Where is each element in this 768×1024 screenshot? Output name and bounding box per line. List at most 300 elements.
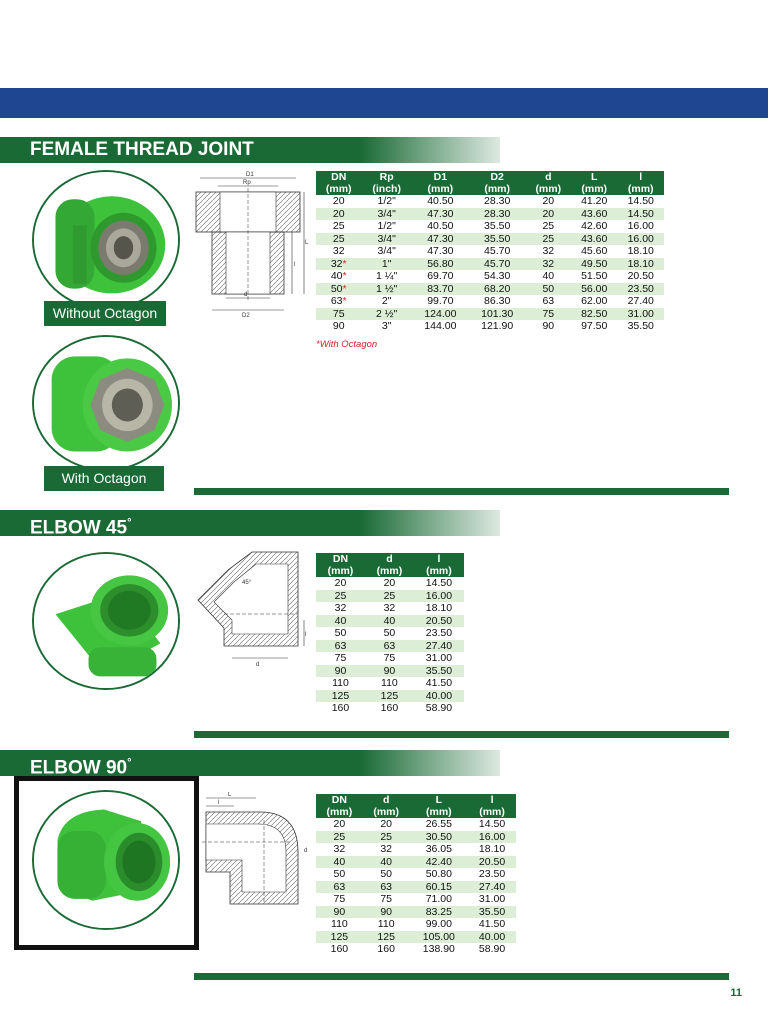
octagon-star-mark: * [342, 257, 347, 270]
table-row [316, 245, 664, 258]
column-unit: (mm) [469, 183, 526, 195]
cell-value: 160 [331, 702, 350, 714]
table-cell [316, 258, 361, 271]
cell-value: 110 [381, 677, 398, 689]
table-cell [617, 283, 664, 296]
column-header: DN [316, 794, 363, 806]
cell-value: 25 [333, 830, 346, 843]
section-divider [194, 731, 729, 738]
cell-value: 90 [383, 664, 396, 677]
column-header: D2 [469, 171, 526, 183]
table-row [316, 270, 664, 283]
table-row [316, 652, 464, 665]
cell-value: 75 [383, 652, 396, 664]
table-row [316, 918, 516, 931]
cell-value: 35.50 [484, 220, 511, 232]
table-cell [361, 220, 412, 233]
cell-value: 160 [330, 943, 349, 955]
table-cell [571, 245, 617, 258]
column-unit: (mm) [316, 565, 365, 577]
table-cell [363, 856, 410, 869]
section-title: FEMALE THREAD JOINT [30, 139, 254, 160]
table-cell [617, 195, 664, 208]
table-cell [365, 577, 414, 590]
cell-value: 3" [381, 320, 392, 332]
table-cell [526, 295, 571, 308]
table-cell [571, 320, 617, 333]
table-cell [617, 220, 664, 233]
cell-value: 20 [542, 207, 555, 220]
cell-value: 40 [330, 270, 343, 282]
table-cell [412, 270, 469, 283]
cell-value: 35.50 [478, 905, 506, 918]
cell-value: 36.05 [425, 843, 452, 855]
cell-value: 30.50 [425, 830, 452, 843]
table-row [316, 627, 464, 640]
cell-value: 20 [334, 577, 347, 589]
table-cell [571, 195, 617, 208]
table-cell [363, 881, 410, 894]
cell-value: 23.50 [425, 627, 453, 639]
cell-value: 99.00 [425, 918, 452, 930]
table-row [316, 208, 664, 221]
table-cell [571, 295, 617, 308]
table-cell [316, 308, 361, 321]
elbow-90-heading [0, 750, 500, 779]
table-header-row [316, 171, 664, 183]
cell-value: 20 [542, 195, 555, 207]
cell-value: 16.00 [627, 232, 654, 245]
cell-value: 47.30 [427, 207, 454, 220]
table-cell [414, 702, 464, 715]
caption-with-octagon: With Octagon [44, 466, 164, 491]
column-header: d [526, 171, 571, 183]
table-row [316, 258, 664, 271]
cell-value: 160 [377, 943, 395, 955]
table-cell [410, 918, 469, 931]
cell-value: 32 [333, 843, 346, 855]
cell-value: 20 [380, 818, 393, 830]
table-row [316, 295, 664, 308]
table-cell [412, 220, 469, 233]
cell-value: 40 [333, 855, 346, 868]
cell-value: 14.50 [425, 577, 453, 589]
cell-value: 50 [330, 282, 343, 295]
cell-value: 18.10 [627, 257, 654, 270]
table-cell [526, 245, 571, 258]
table-row [316, 320, 664, 333]
table-cell [316, 233, 361, 246]
column-header: L [410, 794, 469, 806]
cell-value: 83.70 [427, 282, 454, 295]
elbow-45-heading [0, 510, 500, 539]
table-cell [363, 868, 410, 881]
elbow-90-technical-drawing [200, 792, 312, 910]
female-joint-without-octagon-photo [32, 170, 180, 310]
section-divider [194, 973, 729, 980]
table-cell [316, 931, 363, 944]
table-cell [526, 308, 571, 321]
column-unit: (mm) [316, 183, 361, 195]
cell-value: 40.00 [478, 930, 506, 943]
cell-value: 110 [331, 918, 348, 930]
cell-value: 18.10 [478, 843, 506, 855]
table-row [316, 233, 664, 246]
cell-value: 121.90 [481, 320, 514, 332]
table-row [316, 818, 516, 831]
cell-value: 58.90 [425, 702, 453, 714]
table-cell [414, 677, 464, 690]
cell-value: 71.00 [425, 893, 452, 905]
dim-label-45: 45° [242, 580, 252, 586]
table-cell [316, 220, 361, 233]
table-cell [412, 308, 469, 321]
cell-value: 25 [380, 830, 393, 843]
cell-value: 105.00 [422, 930, 455, 943]
table-cell [361, 308, 412, 321]
cell-value: 90 [332, 320, 345, 332]
cell-value: 110 [332, 677, 349, 689]
cell-value: 50 [333, 868, 346, 880]
cell-value: 2" [381, 295, 392, 307]
table-cell [365, 590, 414, 603]
octagon-note: *With Octagon [316, 339, 378, 350]
table-cell [617, 208, 664, 221]
cell-value: 41.50 [425, 677, 453, 689]
table-cell [316, 652, 365, 665]
table-row [316, 843, 516, 856]
dim-label-small-l: l [294, 262, 296, 268]
table-cell [365, 677, 414, 690]
table-cell [469, 233, 526, 246]
cell-value: 125 [380, 689, 399, 702]
elbow-45-photo [32, 552, 180, 690]
column-header: l [617, 171, 664, 183]
table-cell [412, 233, 469, 246]
table-cell [414, 577, 464, 590]
section-title: ELBOW 45 [30, 517, 128, 539]
cell-value: 50 [383, 627, 396, 639]
table-cell [365, 690, 414, 703]
cell-value: 42.60 [581, 220, 608, 232]
table-row [316, 702, 464, 715]
cell-value: 31.00 [425, 652, 453, 664]
cell-value: 56.80 [427, 257, 454, 270]
table-cell [414, 602, 464, 615]
cell-value: 20.50 [478, 855, 506, 868]
column-header: D1 [412, 171, 469, 183]
table-cell [468, 868, 516, 881]
cell-value: 75 [542, 307, 555, 320]
table-row [316, 856, 516, 869]
cell-value: 45.70 [484, 245, 511, 257]
column-unit: (mm) [571, 183, 617, 195]
cell-value: 27.40 [627, 295, 654, 307]
table-cell [316, 702, 365, 715]
table-cell [363, 906, 410, 919]
cell-value: 14.50 [627, 207, 654, 220]
cell-value: 40.50 [427, 220, 454, 232]
table-row [316, 590, 464, 603]
cell-value: 25 [334, 589, 347, 602]
table-cell [571, 270, 617, 283]
cell-value: 25 [542, 220, 555, 232]
table-cell [361, 320, 412, 333]
table-cell [469, 308, 526, 321]
table-cell [414, 615, 464, 628]
cell-value: 45.70 [484, 257, 511, 270]
table-cell [410, 881, 469, 894]
cell-value: 90 [333, 905, 346, 918]
elbow-90-photo [32, 790, 180, 930]
table-cell [571, 283, 617, 296]
cell-value: 16.00 [627, 220, 654, 232]
table-cell [617, 320, 664, 333]
column-header: d [363, 794, 410, 806]
table-cell [361, 258, 412, 271]
female-joint-with-octagon-photo [32, 335, 180, 471]
table-cell [316, 577, 365, 590]
cell-value: 51.50 [581, 270, 608, 282]
table-row [316, 868, 516, 881]
degree-mark: ° [127, 517, 132, 529]
cell-value: 40.00 [425, 689, 453, 702]
cell-value: 25 [332, 232, 345, 245]
table-cell [526, 208, 571, 221]
cell-value: 3/4" [377, 207, 396, 220]
cell-value: 56.00 [581, 282, 608, 295]
cell-value: 50.80 [425, 868, 452, 880]
table-cell [316, 665, 365, 678]
column-unit: (inch) [361, 183, 412, 195]
table-cell [571, 258, 617, 271]
cell-value: 23.50 [627, 282, 654, 295]
table-row [316, 831, 516, 844]
cell-value: 63 [333, 880, 346, 893]
table-cell [410, 943, 469, 956]
cell-value: 50 [334, 627, 347, 639]
female-joint-plain-image [34, 172, 178, 308]
table-cell [316, 283, 361, 296]
table-cell [316, 906, 363, 919]
column-header: d [365, 553, 414, 565]
table-cell [469, 270, 526, 283]
column-header: l [414, 553, 464, 565]
column-header: L [571, 171, 617, 183]
cell-value: 31.00 [478, 893, 506, 905]
cell-value: 1/2" [377, 220, 396, 232]
dim-label-d: d [256, 662, 260, 668]
dim-label-big-l: L [305, 240, 309, 246]
table-cell [412, 320, 469, 333]
table-cell [526, 270, 571, 283]
table-cell [361, 295, 412, 308]
octagon-star-mark: * [342, 270, 347, 282]
table-cell [526, 283, 571, 296]
table-cell [365, 627, 414, 640]
table-cell [526, 233, 571, 246]
cell-value: 144.00 [424, 320, 457, 332]
table-row [316, 881, 516, 894]
table-cell [365, 702, 414, 715]
table-cell [571, 220, 617, 233]
table-cell [414, 690, 464, 703]
section-title: ELBOW 90 [30, 757, 128, 779]
table-cell [361, 245, 412, 258]
table-cell [468, 818, 516, 831]
table-cell [469, 295, 526, 308]
cell-value: 101.30 [481, 307, 514, 320]
table-row [316, 665, 464, 678]
table-cell [412, 295, 469, 308]
elbow-90-image [34, 792, 178, 928]
cell-value: 26.55 [425, 818, 452, 830]
table-cell [412, 245, 469, 258]
cell-value: 43.60 [581, 207, 608, 220]
table-cell [412, 283, 469, 296]
female-joint-technical-drawing [188, 170, 310, 320]
table-cell [414, 640, 464, 653]
cell-value: 20.50 [627, 270, 654, 282]
cell-value: 41.20 [581, 195, 608, 207]
dim-label-d2: D2 [242, 313, 250, 319]
table-cell [361, 233, 412, 246]
table-row [316, 602, 464, 615]
cell-value: 32 [380, 843, 393, 855]
table-header-row [316, 553, 464, 565]
table-cell [316, 943, 363, 956]
table-row [316, 640, 464, 653]
table-cell [571, 308, 617, 321]
table-cell [414, 627, 464, 640]
cell-value: 32 [383, 602, 396, 614]
cell-value: 28.30 [484, 207, 511, 220]
cell-value: 63 [334, 639, 347, 652]
cell-value: 50 [542, 282, 555, 295]
table-row [316, 677, 464, 690]
cell-value: 75 [332, 307, 345, 320]
column-header: l [468, 794, 516, 806]
table-cell [468, 831, 516, 844]
table-cell [316, 843, 363, 856]
table-cell [617, 270, 664, 283]
cell-value: 68.20 [484, 282, 511, 295]
column-unit: (mm) [316, 806, 363, 818]
cell-value: 58.90 [478, 943, 506, 955]
cell-value: 160 [380, 702, 399, 714]
table-cell [363, 818, 410, 831]
table-cell [316, 640, 365, 653]
dim-label-l: l [305, 632, 307, 638]
cell-value: 3/4" [377, 232, 396, 245]
cell-value: 31.00 [627, 307, 654, 320]
table-cell [410, 906, 469, 919]
table-cell [365, 665, 414, 678]
column-unit: (mm) [617, 183, 664, 195]
table-cell [365, 640, 414, 653]
cell-value: 1 ½" [376, 282, 398, 295]
cell-value: 16.00 [478, 830, 506, 843]
table-cell [316, 893, 363, 906]
cell-value: 45.60 [581, 245, 608, 257]
cell-value: 125 [377, 930, 395, 943]
table-cell [316, 677, 365, 690]
table-cell [363, 893, 410, 906]
table-cell [617, 233, 664, 246]
table-cell [363, 943, 410, 956]
degree-mark: ° [127, 757, 132, 769]
cell-value: 63 [542, 295, 555, 307]
table-cell [468, 893, 516, 906]
table-cell [363, 918, 410, 931]
cell-value: 75 [380, 893, 393, 905]
cell-value: 125 [331, 689, 350, 702]
cell-value: 20 [332, 195, 345, 207]
table-cell [468, 906, 516, 919]
dim-label-d1: D1 [246, 172, 254, 178]
table-unit-row [316, 806, 516, 818]
page-number: 11 [730, 987, 742, 999]
table-cell [526, 195, 571, 208]
cell-value: 32 [330, 257, 343, 270]
cell-value: 40 [542, 270, 555, 282]
elbow-45-table [316, 553, 464, 715]
cell-value: 60.15 [425, 880, 452, 893]
octagon-star-mark: * [342, 295, 347, 307]
table-cell [469, 208, 526, 221]
table-cell [316, 831, 363, 844]
table-cell [365, 652, 414, 665]
female-joint-octagon-image [34, 337, 178, 469]
column-unit: (mm) [468, 806, 516, 818]
table-unit-row [316, 183, 664, 195]
table-cell [316, 590, 365, 603]
table-cell [365, 602, 414, 615]
cell-value: 23.50 [478, 868, 506, 880]
table-cell [469, 320, 526, 333]
table-cell [526, 220, 571, 233]
cell-value: 125 [330, 930, 349, 943]
table-cell [363, 931, 410, 944]
cell-value: 69.70 [427, 270, 454, 282]
column-unit: (mm) [412, 183, 469, 195]
table-cell [526, 258, 571, 271]
table-cell [316, 615, 365, 628]
cell-value: 90 [542, 320, 555, 332]
caption-without-octagon: Without Octagon [44, 301, 166, 326]
table-cell [316, 627, 365, 640]
female-thread-joint-table [316, 171, 664, 333]
cell-value: 40 [334, 614, 347, 627]
cell-value: 47.30 [427, 232, 454, 245]
dim-label-big-l: L [228, 792, 232, 798]
header-band [0, 88, 768, 118]
table-cell [617, 295, 664, 308]
table-row [316, 893, 516, 906]
table-cell [361, 195, 412, 208]
column-unit: (mm) [363, 806, 410, 818]
table-cell [365, 615, 414, 628]
table-cell [468, 943, 516, 956]
table-cell [469, 245, 526, 258]
female-thread-joint-heading [0, 137, 500, 163]
table-cell [316, 602, 365, 615]
cell-value: 32 [542, 257, 555, 270]
dim-label-d: d [304, 848, 308, 854]
table-cell [363, 831, 410, 844]
cell-value: 35.50 [484, 232, 511, 245]
table-cell [410, 868, 469, 881]
